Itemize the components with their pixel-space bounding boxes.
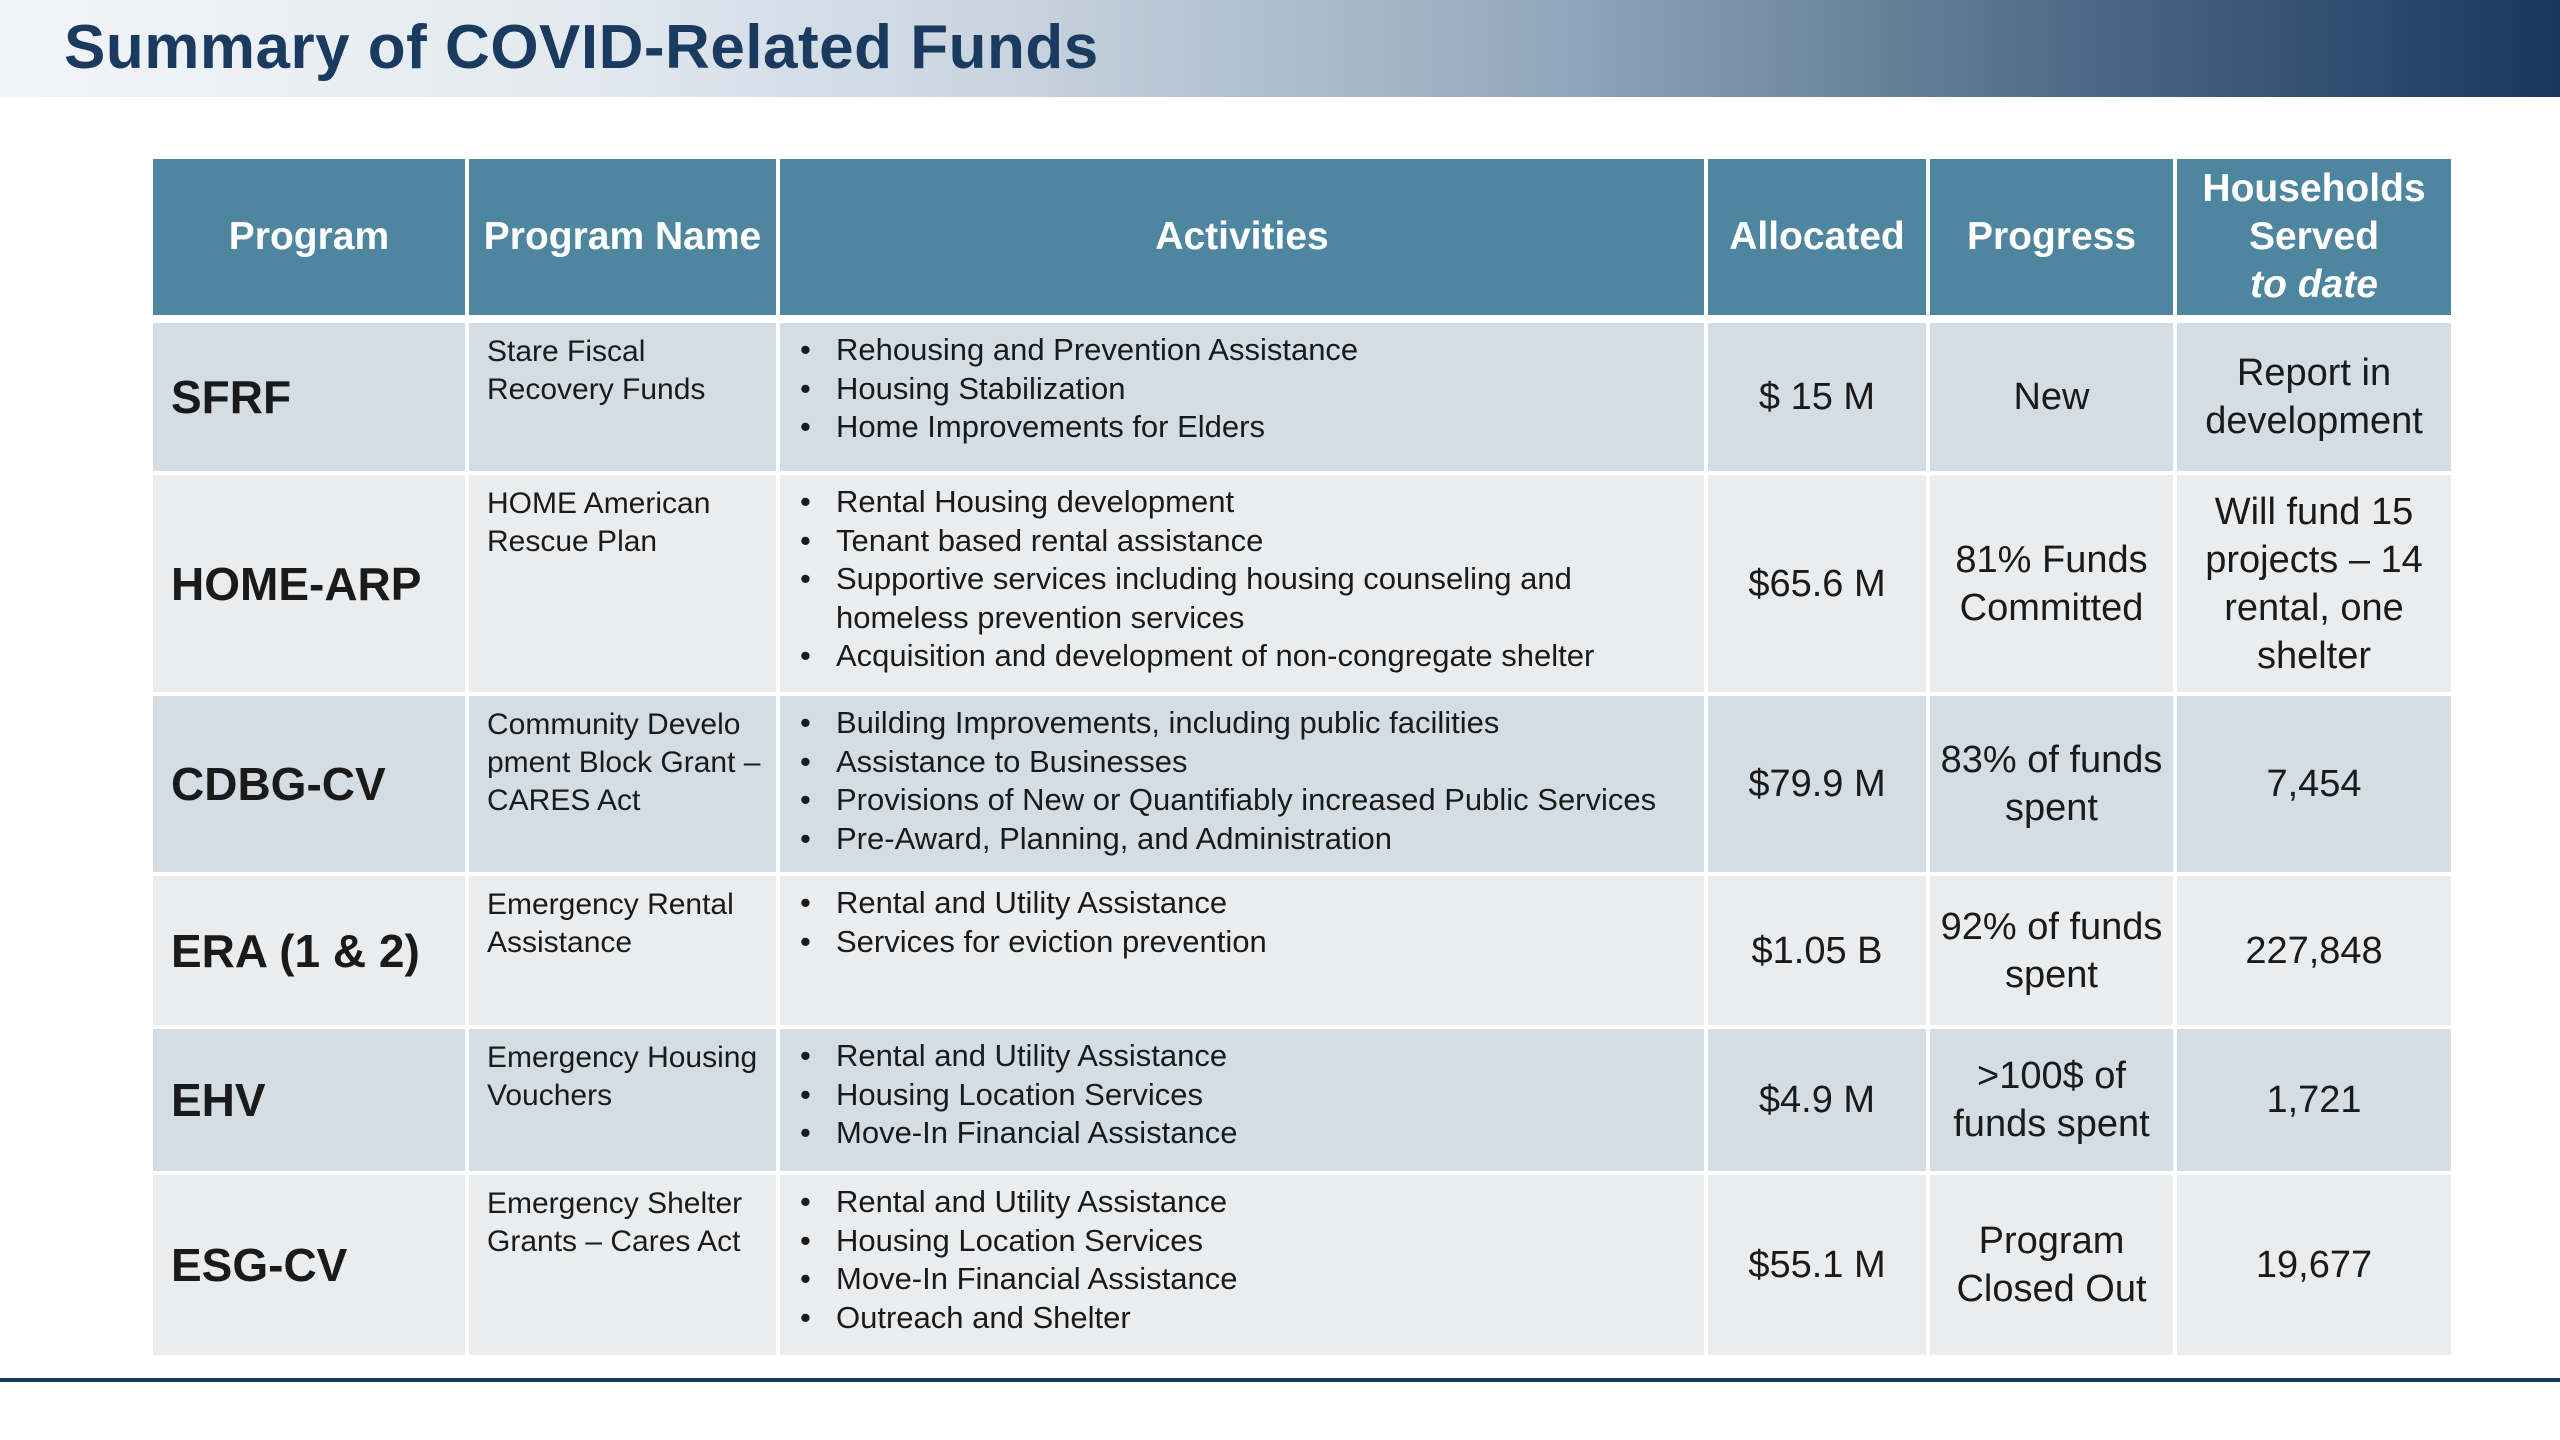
activities-cell xyxy=(780,696,1704,876)
activity-item: • Services for eviction prevention xyxy=(798,923,1694,962)
table-row xyxy=(153,323,2451,475)
program-name: Community Develo pment Block Grant – CARES Act xyxy=(469,696,776,876)
activity-item: • Rental Housing development xyxy=(798,483,1694,522)
allocated-value: $55.1 M xyxy=(1708,1175,1926,1359)
activity-item: • Move-In Financial Assistance xyxy=(798,1260,1694,1299)
activities-list xyxy=(798,884,1694,961)
header-program: Program xyxy=(153,159,465,323)
header-allocated: Allocated xyxy=(1708,159,1926,323)
activities-cell xyxy=(780,1175,1704,1359)
activity-item: • Housing Stabilization xyxy=(798,370,1694,409)
activity-item: • Building Improvements, including public facilities xyxy=(798,704,1694,743)
households-value: 1,721 xyxy=(2177,1029,2451,1175)
activities-list xyxy=(798,331,1694,447)
table-row xyxy=(153,696,2451,876)
header-program-name xyxy=(469,159,776,323)
header-households xyxy=(2177,159,2451,323)
activity-item: • Rental and Utility Assistance xyxy=(798,884,1694,923)
table-row xyxy=(153,1175,2451,1359)
activities-cell xyxy=(780,876,1704,1029)
header-activities: Activities xyxy=(780,159,1704,323)
activity-item: • Housing Location Services xyxy=(798,1222,1694,1261)
title-banner xyxy=(0,0,2560,97)
allocated-value: $ 15 M xyxy=(1708,323,1926,475)
activities-cell xyxy=(780,1029,1704,1175)
program-code: CDBG-CV xyxy=(153,696,465,876)
program-name: Emergency Shelter Grants – Cares Act xyxy=(469,1175,776,1359)
activities-cell xyxy=(780,323,1704,475)
households-value: Will fund 15 projects – 14 rental, one shelter xyxy=(2177,475,2451,696)
activity-item: • Rental and Utility Assistance xyxy=(798,1037,1694,1076)
activities-list xyxy=(798,1037,1694,1153)
footer-divider xyxy=(0,1378,2560,1382)
activity-item: • Home Improvements for Elders xyxy=(798,408,1694,447)
program-code: SFRF xyxy=(153,323,465,475)
program-code: ESG-CV xyxy=(153,1175,465,1359)
progress-value: >100$ of funds spent xyxy=(1930,1029,2173,1175)
households-value: Report in development xyxy=(2177,323,2451,475)
progress-value: New xyxy=(1930,323,2173,475)
program-name: HOME American Rescue Plan xyxy=(469,475,776,696)
activities-cell xyxy=(780,475,1704,696)
activity-item: • Assistance to Businesses xyxy=(798,743,1694,782)
program-name: Stare Fiscal Recovery Funds xyxy=(469,323,776,475)
header-progress: Progress xyxy=(1930,159,2173,323)
program-code: ERA (1 & 2) xyxy=(153,876,465,1029)
allocated-value: $4.9 M xyxy=(1708,1029,1926,1175)
header-households-sub: to date xyxy=(2250,263,2378,306)
table-row xyxy=(153,1029,2451,1175)
allocated-value: $65.6 M xyxy=(1708,475,1926,696)
activity-item: • Housing Location Services xyxy=(798,1076,1694,1115)
households-value: 7,454 xyxy=(2177,696,2451,876)
program-code: HOME-ARP xyxy=(153,475,465,696)
households-value: 19,677 xyxy=(2177,1175,2451,1359)
progress-value: 81% Funds Committed xyxy=(1930,475,2173,696)
households-value: 227,848 xyxy=(2177,876,2451,1029)
activity-item: • Acquisition and development of non-congregate shelter xyxy=(798,637,1694,676)
header-program-name-label: Program Name xyxy=(483,215,762,258)
activity-item: • Provisions of New or Quantifiably increased Public Services xyxy=(798,781,1694,820)
table-row xyxy=(153,475,2451,696)
activity-item: • Tenant based rental assistance xyxy=(798,522,1694,561)
progress-value: 92% of funds spent xyxy=(1930,876,2173,1029)
funds-table xyxy=(149,159,2455,1359)
activity-item: • Move-In Financial Assistance xyxy=(798,1114,1694,1153)
activities-list xyxy=(798,483,1694,676)
header-households-label: Households Served xyxy=(2202,167,2426,258)
allocated-value: $79.9 M xyxy=(1708,696,1926,876)
activity-item: • Supportive services including housing counseling and homeless prevention services xyxy=(798,560,1694,637)
activities-list xyxy=(798,1183,1694,1337)
allocated-value: $1.05 B xyxy=(1708,876,1926,1029)
table-row xyxy=(153,876,2451,1029)
page-title: Summary of COVID-Related Funds xyxy=(64,13,1099,82)
program-name: Emergency Housing Vouchers xyxy=(469,1029,776,1175)
header-row xyxy=(153,159,2451,323)
progress-value: Program Closed Out xyxy=(1930,1175,2173,1359)
program-code: EHV xyxy=(153,1029,465,1175)
activity-item: • Rehousing and Prevention Assistance xyxy=(798,331,1694,370)
activity-item: • Rental and Utility Assistance xyxy=(798,1183,1694,1222)
activity-item: • Outreach and Shelter xyxy=(798,1299,1694,1338)
activities-list xyxy=(798,704,1694,858)
program-name: Emergency Rental Assistance xyxy=(469,876,776,1029)
activity-item: • Pre-Award, Planning, and Administration xyxy=(798,820,1694,859)
progress-value: 83% of funds spent xyxy=(1930,696,2173,876)
